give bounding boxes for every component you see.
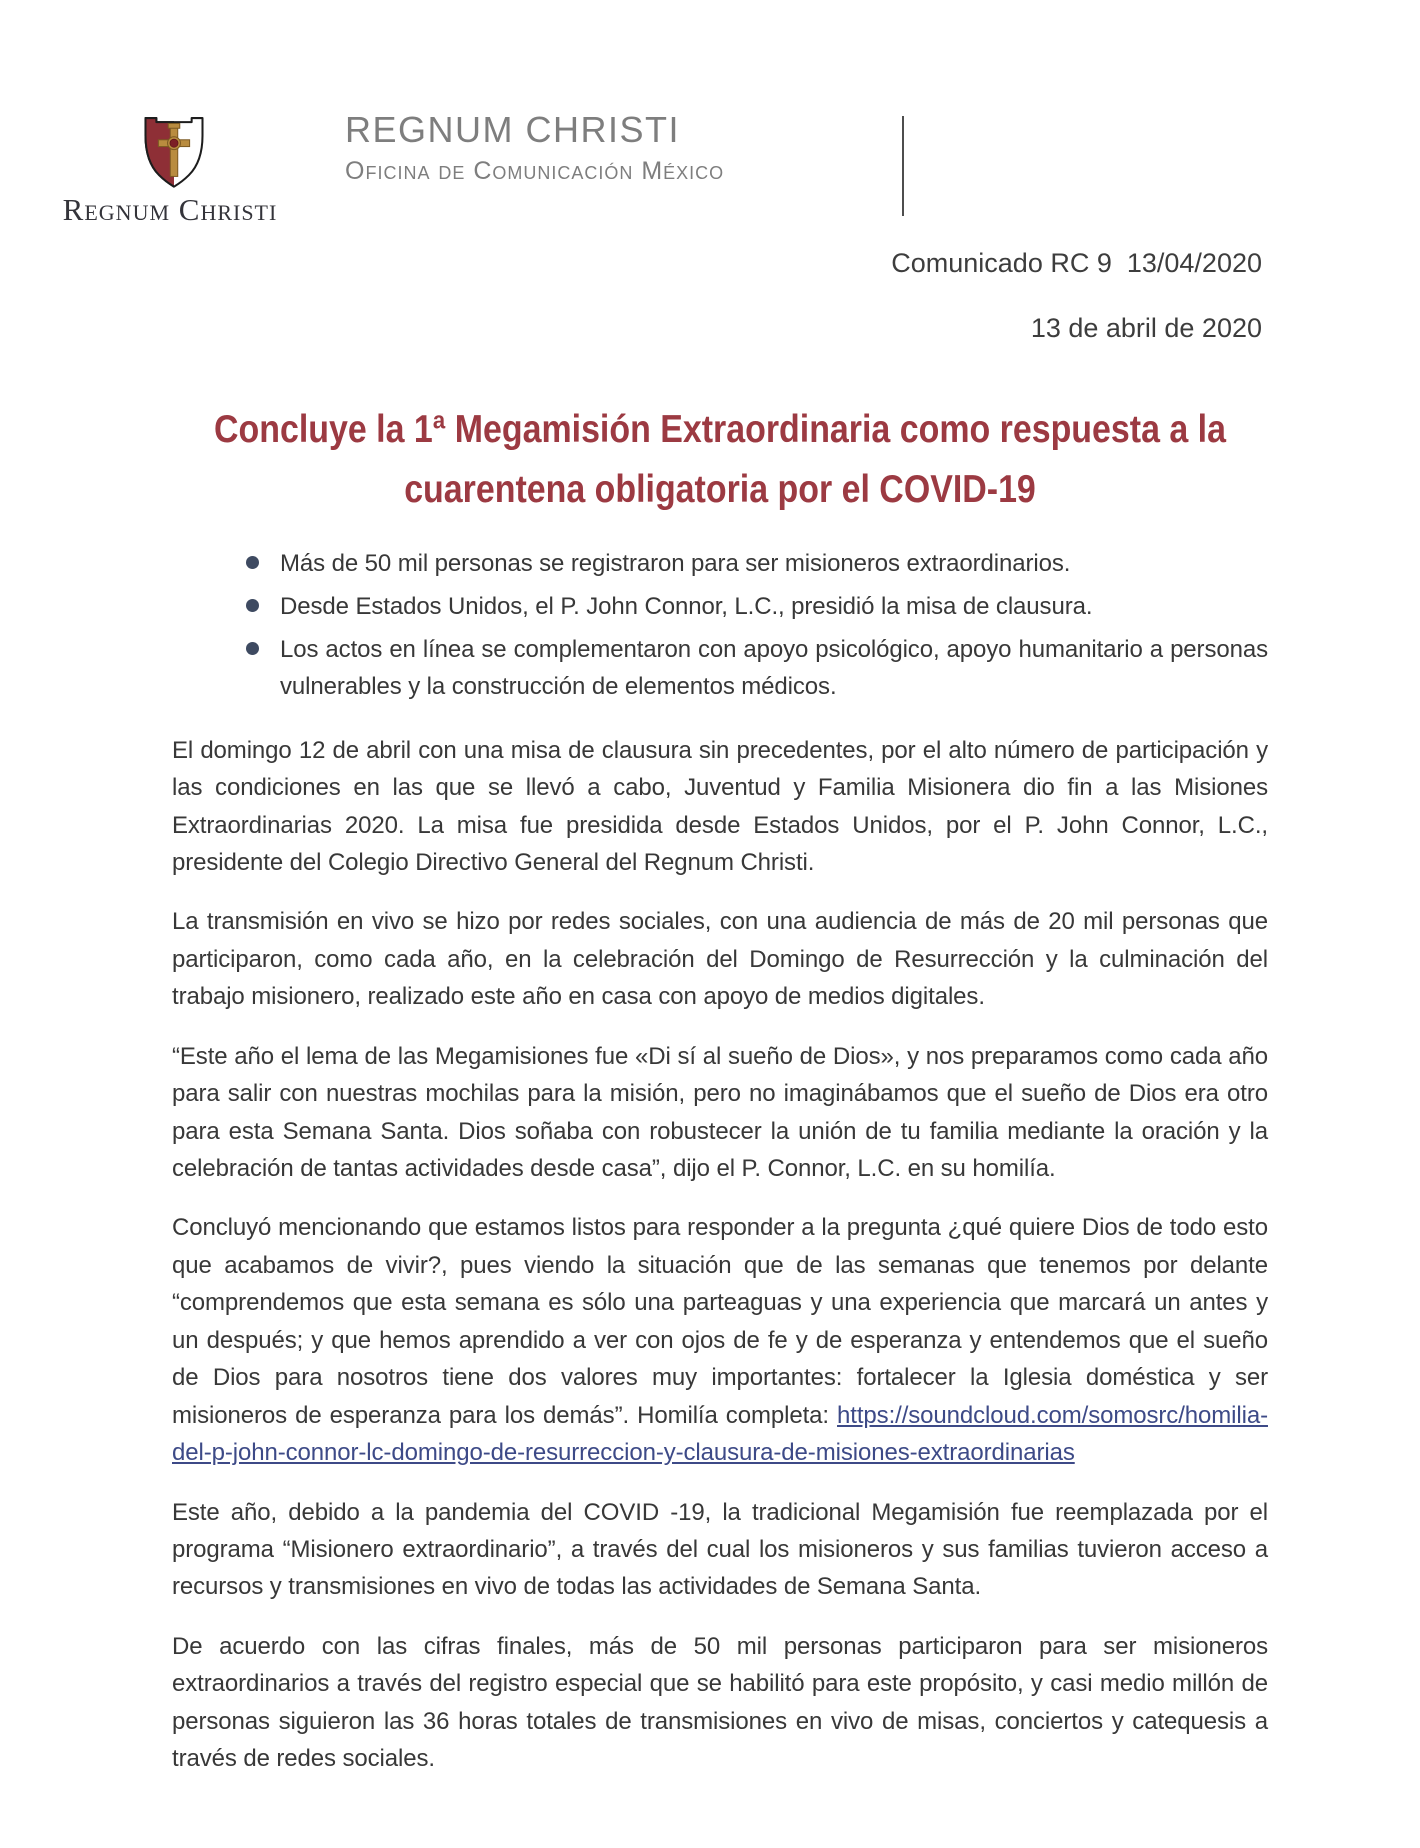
paragraph: De acuerdo con las cifras finales, más de 50 mil personas participaron para ser misioneros extraordinarios a través del registro especial que se habilitó para este propósito, y casi medio millón de personas siguieron las 36 horas totales de transmisiones en vivo de misas, conciertos y catequesis a través de redes sociales.: [172, 1632, 1268, 1773]
header-divider: [902, 116, 904, 216]
paragraph: La transmisión en vivo se hizo por redes sociales, con una audiencia de más de 20 mil personas que participaron, como cada año, en la celebración del Domingo de Resurrección y la culminación del trabajo misionero, realizado este año en casa con apoyo de medios digitales.: [172, 908, 1268, 1011]
document-body: [172, 400, 1268, 1800]
office-subtitle: Oficina de Comunicación México: [345, 157, 725, 185]
bullet-item: Más de 50 mil personas se registraron para ser misioneros extraordinarios.: [244, 545, 1268, 582]
soundcloud-homily-link[interactable]: https://soundcloud.com/somosrc/homilia-del-p-john-connor-lc-domingo-de-resurreccion-y-clausura-de-misiones-extraordinarias: [172, 1401, 1268, 1467]
paragraph: El domingo 12 de abril con una misa de clausura sin precedentes, por el alto número de participación y las condiciones en las que se llevó a cabo, Juventud y Familia Misionera dio fin a las Misiones Extraordinarias 2020. La misa fue presidida desde Estados Unidos, por el P. John Connor, L.C., presidente del Colegio Directivo General del Regnum Christi.: [172, 736, 1268, 876]
comunicado-number-line: Comunicado RC 9 13/04/2020: [891, 248, 1262, 278]
regnum-christi-shield-icon: [140, 114, 208, 190]
office-title: REGNUM CHRISTI: [345, 109, 680, 150]
date-line: 13 de abril de 2020: [1030, 313, 1262, 343]
bullet-item: Desde Estados Unidos, el P. John Connor, L.C., presidió la misa de clausura.: [244, 588, 1268, 625]
paragraph: [172, 1209, 1268, 1471]
paragraph: Este año, debido a la pandemia del COVID -19, la tradicional Megamisión fue reemplazada por el programa “Misionero extraordinario”, a través del cual los misioneros y sus familias tuvieron acceso a recursos y transmisiones en vivo de todas las actividades de Semana Santa.: [172, 1498, 1268, 1601]
paragraph-text: Concluyó mencionando que estamos listos para responder a la pregunta ¿qué quiere Dios de todo esto que acabamos de vivir?, pues viendo la situación que de las semanas que tenemos por delante “comprendemos que esta semana es sólo una parteaguas y una experiencia que marcará un antes y un después; y que hemos aprendido a ver con ojos de fe y de esperanza y entendemos que el sueño de Dios para nosotros tiene dos valores muy importantes: fortalecer la Iglesia doméstica y ser misioneros de esperanza para los demás”. Homilía completa:: [172, 1214, 1268, 1429]
document-title: Concluye la 1ª Megamisión Extraordinaria como respuesta a la cuarentena obligatoria por el COVID-19: [214, 408, 1226, 512]
office-block: [345, 109, 725, 186]
bullet-item: Los actos en línea se complementaron con apoyo psicológico, apoyo humanitario a personas vulnerables y la construcción de elementos médicos.: [244, 631, 1268, 705]
highlights-bullet-list: [244, 545, 1268, 706]
paragraph: “Este año el lema de las Megamisiones fue «Di sí al sueño de Dios», y nos preparamos como cada año para salir con nuestras mochilas para la misión, pero no imaginábamos que el sueño de Dios era otro para esta Semana Santa. Dios soñaba con robustecer la unión de tu familia mediante la oración y la celebración de tantas actividades desde casa”, dijo el P. Connor, L.C. en su homilía.: [172, 1042, 1268, 1182]
logo-wordmark: Regnum Christi: [62, 192, 278, 227]
